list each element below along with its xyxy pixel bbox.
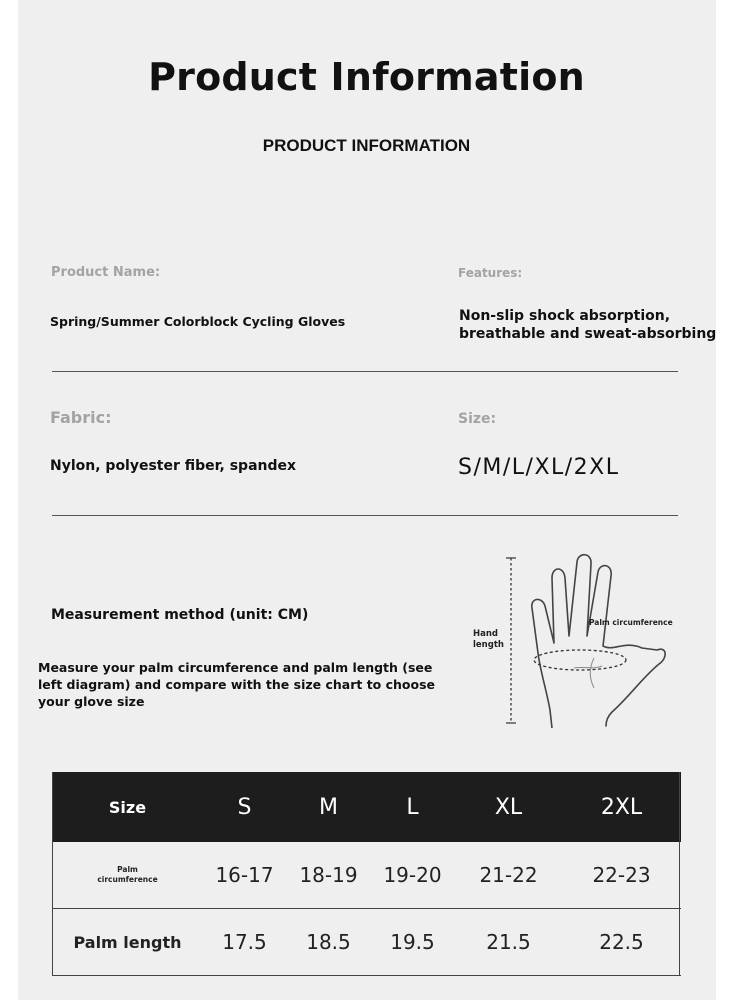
palm-circumference-label-line-2: circumference (97, 875, 158, 884)
page-title: Product Information (148, 55, 585, 99)
palm-length-2xl: 22.5 (563, 909, 681, 976)
fabric-value: Nylon, polyester fiber, spandex (50, 458, 297, 474)
product-name-label: Product Name: (51, 265, 161, 280)
palm-circumference-m: 18-19 (287, 842, 371, 909)
wrist-left (550, 710, 552, 728)
size-header-label: Size (53, 773, 203, 842)
palm-length-m: 18.5 (287, 909, 371, 976)
size-header-xl: XL (455, 773, 563, 842)
hand-length-label-line-1: Hand (473, 629, 498, 639)
hand-length-label (473, 629, 504, 651)
palm-length-row-label: Palm length (53, 909, 203, 976)
features-line-1: Non-slip shock absorption, (459, 308, 671, 324)
palm-crease-1 (590, 658, 594, 688)
palm-circumference-l: 19-20 (371, 842, 455, 909)
fabric-label: Fabric: (50, 408, 112, 427)
hand-outline (532, 555, 665, 726)
palm-crease-2 (574, 666, 602, 668)
table-row-palm-length (53, 909, 681, 976)
size-header-2xl: 2XL (563, 773, 681, 842)
palm-length-xl: 21.5 (455, 909, 563, 976)
hand-length-label-line-2: length (473, 640, 504, 650)
size-label: Size: (458, 411, 497, 427)
divider-1 (52, 371, 678, 372)
palm-length-s: 17.5 (203, 909, 287, 976)
size-header-m: M (287, 773, 371, 842)
table-row-palm-circumference (53, 842, 681, 909)
features-label: Features: (458, 266, 523, 280)
size-table-header (53, 773, 681, 842)
features-value (459, 307, 716, 343)
palm-circumference-2xl: 22-23 (563, 842, 681, 909)
measurement-title: Measurement method (unit: CM) (51, 607, 309, 623)
divider-2 (52, 515, 678, 516)
page-subtitle: PRODUCT INFORMATION (262, 136, 471, 155)
size-header-l: L (371, 773, 455, 842)
product-name-value: Spring/Summer Colorblock Cycling Gloves (50, 314, 346, 329)
palm-circumference-label: Palm circumference (589, 618, 673, 627)
palm-circumference-row-label (53, 842, 203, 909)
size-value: S/M/L/XL/2XL (458, 455, 620, 480)
size-header-s: S (203, 773, 287, 842)
palm-circumference-s: 16-17 (203, 842, 287, 909)
features-line-2: breathable and sweat-absorbing (459, 326, 717, 342)
palm-circumference-label-line-1: Palm (117, 865, 138, 874)
palm-circumference-xl: 21-22 (455, 842, 563, 909)
measurement-description: Measure your palm circumference and palm length (see left diagram) and compare with the size chart to choose your glove size (38, 660, 436, 709)
palm-length-l: 19.5 (371, 909, 455, 976)
size-table (52, 772, 681, 976)
